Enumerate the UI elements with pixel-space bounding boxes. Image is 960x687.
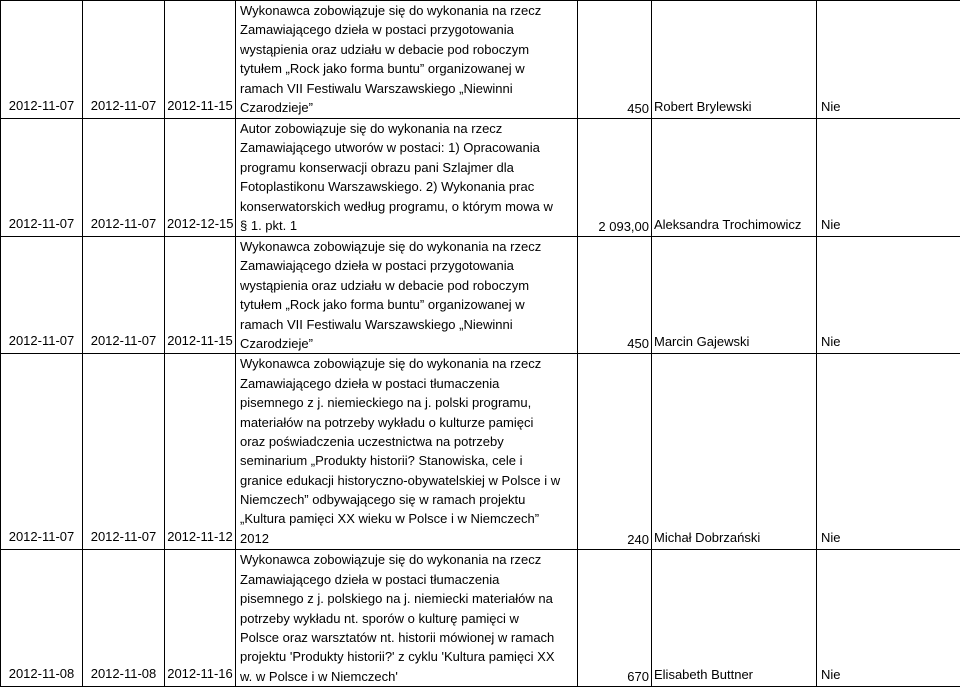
- table-row: [1, 550, 960, 687]
- table-row: [1, 1, 960, 119]
- contractor-cell: Aleksandra Trochimowicz: [652, 119, 817, 237]
- flag-cell: Nie: [817, 550, 960, 687]
- description-line: wystąpienia oraz udziału w debacie pod roboczym: [240, 276, 574, 295]
- description-line: granice edukacji historyczno-obywatelskiej w Polsce i w: [240, 471, 574, 490]
- end-date-cell: 2012-11-15: [165, 237, 236, 354]
- contractor-cell: Michał Dobrzański: [652, 354, 817, 550]
- contract-date-cell: 2012-11-07: [1, 119, 83, 237]
- description-line: Fotoplastikonu Warszawskiego. 2) Wykonania prac: [240, 177, 574, 196]
- description-line: konserwatorskich według programu, o którym mowa w: [240, 197, 574, 216]
- flag-cell: Nie: [817, 237, 960, 354]
- description-line: projektu 'Produkty historii?' z cyklu 'Kultura pamięci XX: [240, 647, 574, 666]
- flag-cell: Nie: [817, 354, 960, 550]
- description-line: potrzeby wykładu nt. sporów o kulturę pamięci w: [240, 609, 574, 628]
- amount-cell: 670: [578, 550, 652, 687]
- description-line: tytułem „Rock jako forma buntu” organizowanej w: [240, 295, 574, 314]
- amount-cell: 240: [578, 354, 652, 550]
- table-row: [1, 237, 960, 354]
- amount-cell: 2 093,00: [578, 119, 652, 237]
- description-line: Zamawiającego utworów w postaci: 1) Opracowania: [240, 138, 574, 157]
- description-line: materiałów na potrzeby wykładu o kulturze pamięci: [240, 413, 574, 432]
- description-line: Zamawiającego dzieła w postaci przygotowania: [240, 20, 574, 39]
- description-line: Zamawiającego dzieła w postaci tłumaczenia: [240, 374, 574, 393]
- description-line: Wykonawca zobowiązuje się do wykonania na rzecz: [240, 237, 574, 256]
- description-cell: [236, 119, 578, 237]
- description-line: Zamawiającego dzieła w postaci tłumaczenia: [240, 570, 574, 589]
- contractor-cell: Elisabeth Buttner: [652, 550, 817, 687]
- description-line: 2012: [240, 529, 574, 548]
- contractor-cell: Marcin Gajewski: [652, 237, 817, 354]
- contract-date-cell: 2012-11-08: [1, 550, 83, 687]
- description-cell: [236, 1, 578, 119]
- end-date-cell: 2012-11-16: [165, 550, 236, 687]
- description-line: „Kultura pamięci XX wieku w Polsce i w Niemczech”: [240, 509, 574, 528]
- description-line: Autor zobowiązuje się do wykonania na rzecz: [240, 119, 574, 138]
- description-line: Wykonawca zobowiązuje się do wykonania na rzecz: [240, 1, 574, 20]
- table-row: [1, 119, 960, 237]
- description-line: Wykonawca zobowiązuje się do wykonania na rzecz: [240, 354, 574, 373]
- description-line: pisemnego z j. niemieckiego na j. polski programu,: [240, 393, 574, 412]
- description-line: Polsce oraz warsztatów nt. historii mówionej w ramach: [240, 628, 574, 647]
- description-line: ramach VII Festiwalu Warszawskiego „Niewinni: [240, 79, 574, 98]
- description-line: tytułem „Rock jako forma buntu” organizowanej w: [240, 59, 574, 78]
- end-date-cell: 2012-11-12: [165, 354, 236, 550]
- contract-date-cell: 2012-11-07: [1, 354, 83, 550]
- description-line: ramach VII Festiwalu Warszawskiego „Niewinni: [240, 315, 574, 334]
- description-cell: [236, 550, 578, 687]
- description-cell: [236, 237, 578, 354]
- amount-cell: 450: [578, 1, 652, 119]
- end-date-cell: 2012-11-15: [165, 1, 236, 119]
- contractor-cell: Robert Brylewski: [652, 1, 817, 119]
- description-line: § 1. pkt. 1: [240, 216, 574, 235]
- contracts-table-body: [1, 1, 960, 687]
- start-date-cell: 2012-11-07: [83, 354, 165, 550]
- flag-cell: Nie: [817, 119, 960, 237]
- description-line: programu konserwacji obrazu pani Szlajmer dla: [240, 158, 574, 177]
- description-line: Niemczech” odbywającego się w ramach projektu: [240, 490, 574, 509]
- description-line: Czarodzieje”: [240, 98, 574, 117]
- amount-cell: 450: [578, 237, 652, 354]
- description-line: Czarodzieje”: [240, 334, 574, 353]
- description-cell: [236, 354, 578, 550]
- description-line: Zamawiającego dzieła w postaci przygotowania: [240, 256, 574, 275]
- contract-date-cell: 2012-11-07: [1, 237, 83, 354]
- description-line: oraz poświadczenia uczestnictwa na potrzeby: [240, 432, 574, 451]
- start-date-cell: 2012-11-07: [83, 1, 165, 119]
- flag-cell: Nie: [817, 1, 960, 119]
- description-line: wystąpienia oraz udziału w debacie pod roboczym: [240, 40, 574, 59]
- description-line: seminarium „Produkty historii? Stanowiska, cele i: [240, 451, 574, 470]
- table-row: [1, 354, 960, 550]
- start-date-cell: 2012-11-07: [83, 237, 165, 354]
- contract-date-cell: 2012-11-07: [1, 1, 83, 119]
- start-date-cell: 2012-11-07: [83, 119, 165, 237]
- start-date-cell: 2012-11-08: [83, 550, 165, 687]
- description-line: w. w Polsce i w Niemczech': [240, 667, 574, 686]
- description-line: pisemnego z j. polskiego na j. niemiecki materiałów na: [240, 589, 574, 608]
- description-line: Wykonawca zobowiązuje się do wykonania na rzecz: [240, 550, 574, 569]
- end-date-cell: 2012-12-15: [165, 119, 236, 237]
